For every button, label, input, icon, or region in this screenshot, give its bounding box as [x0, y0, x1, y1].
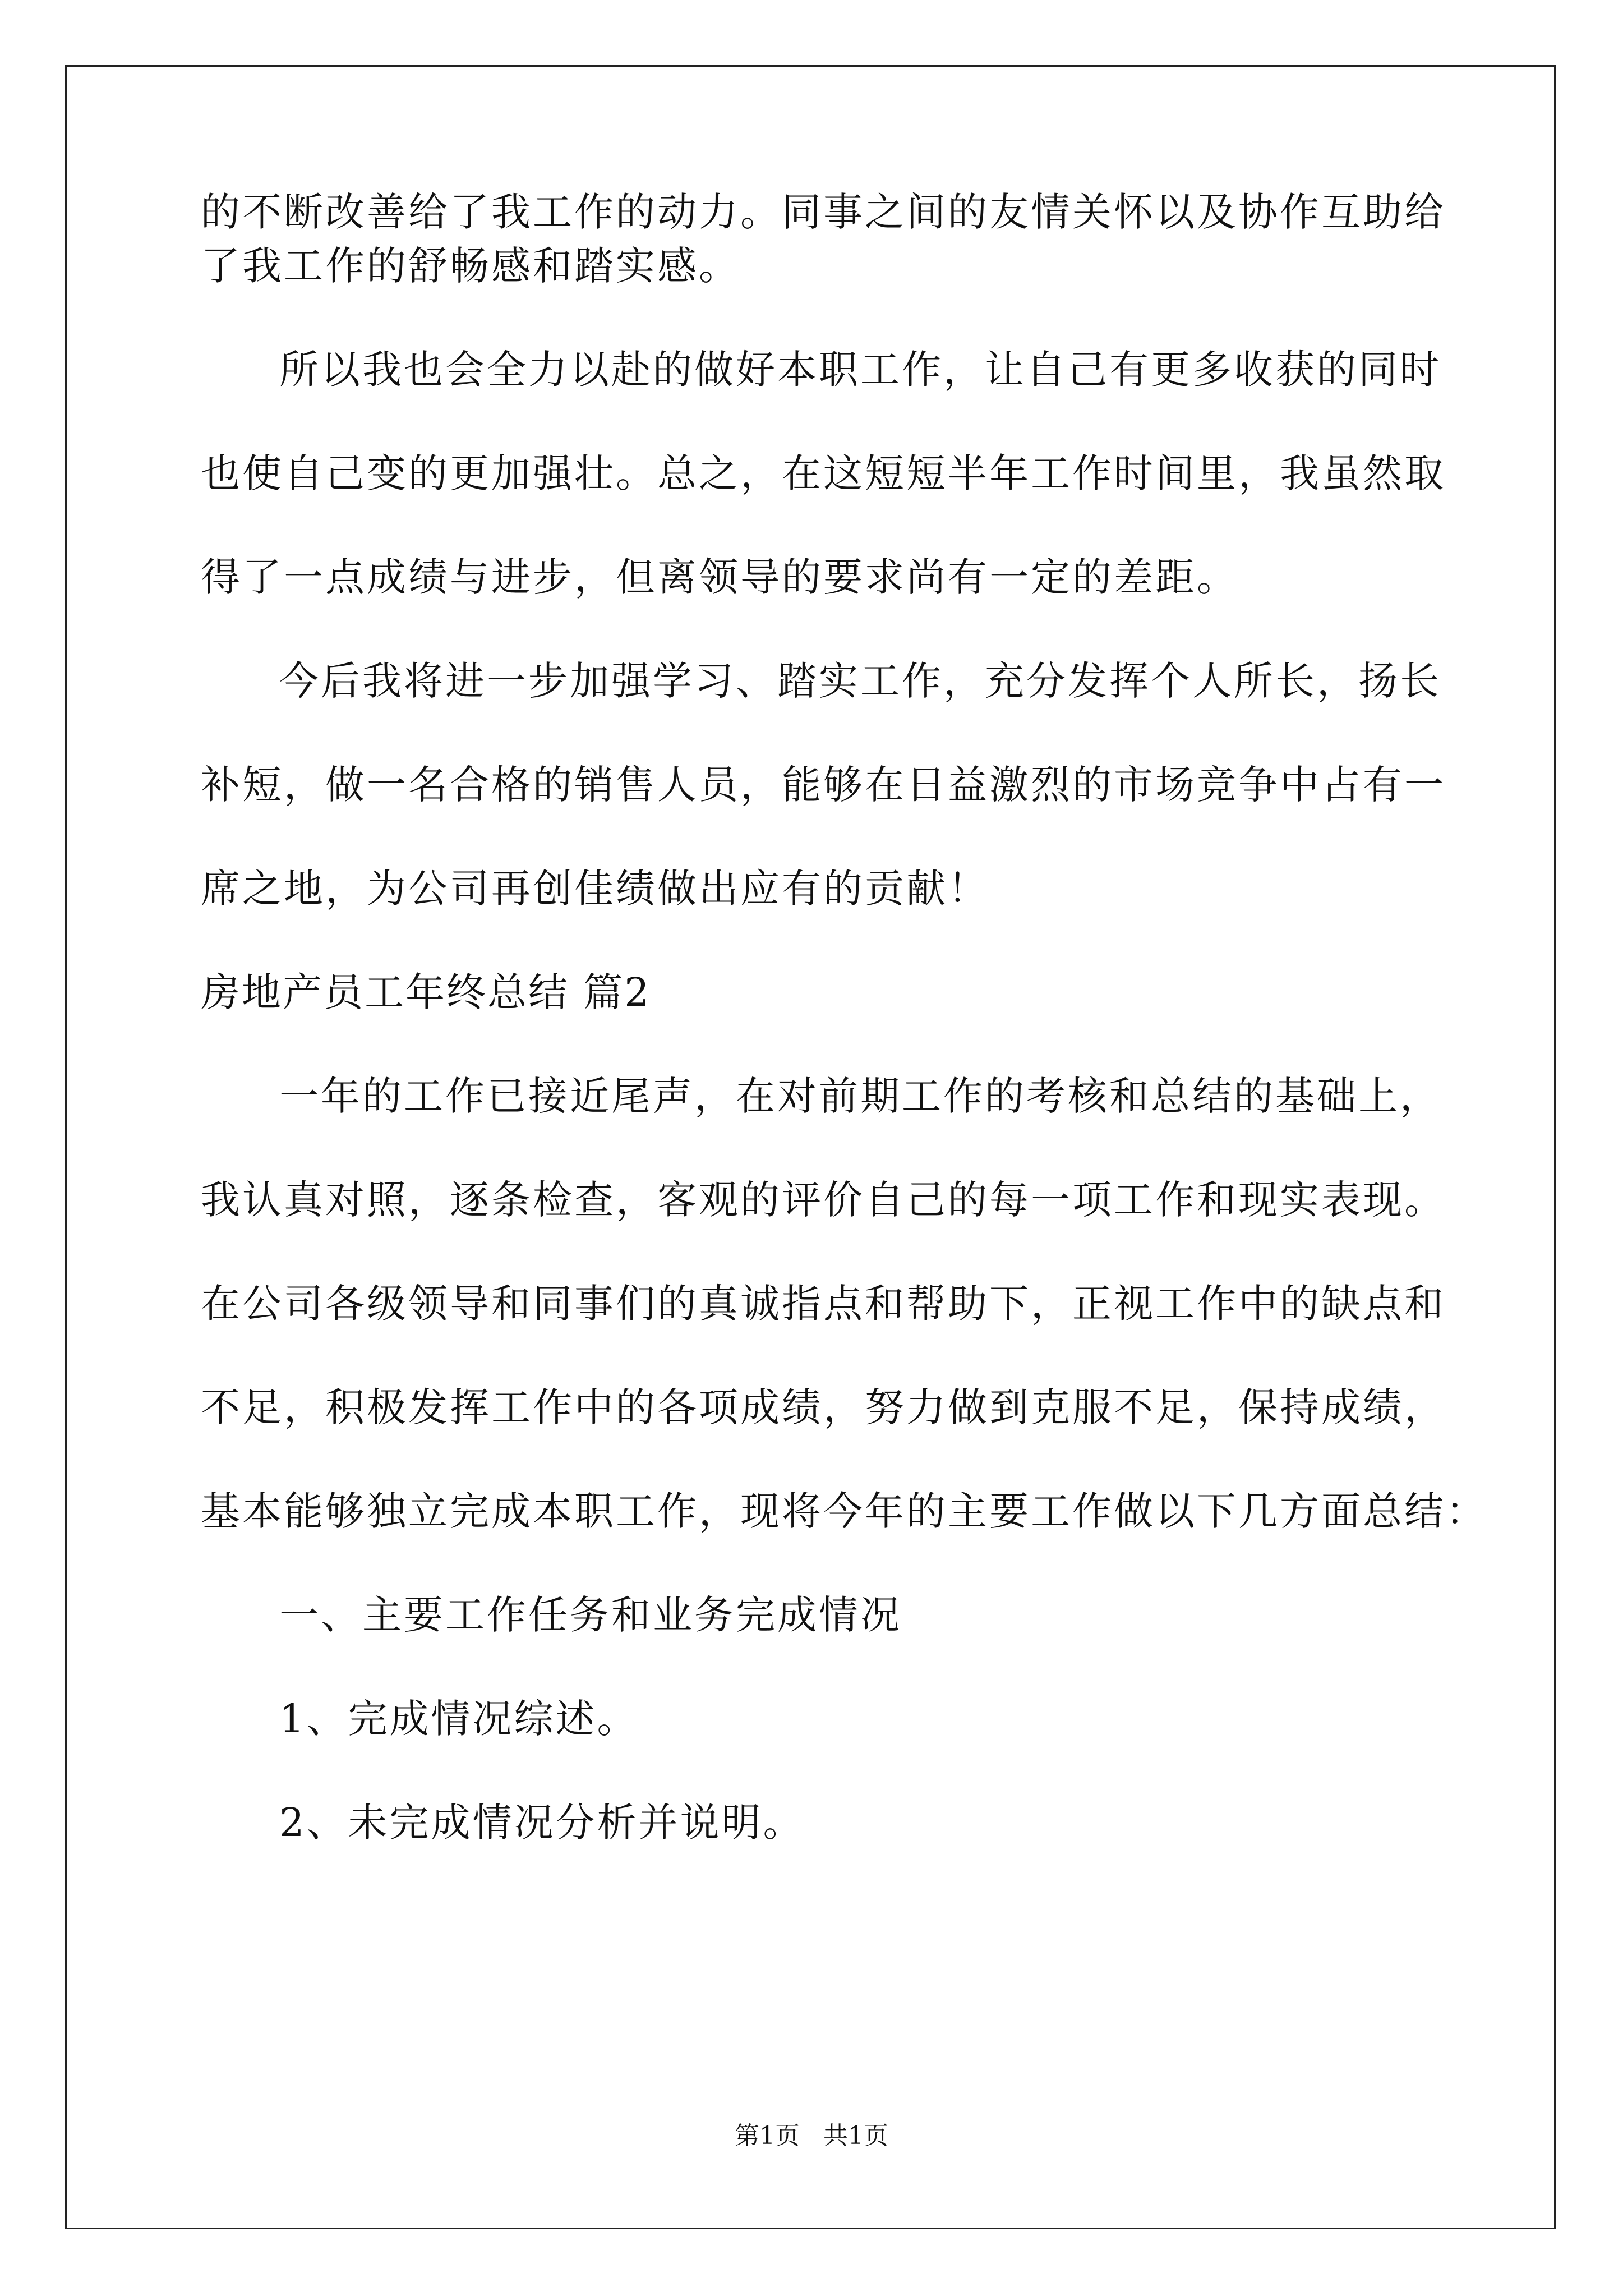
- text-line: 不足，积极发挥工作中的各项成绩，努力做到克服不足，保持成绩，: [201, 1384, 1446, 1430]
- list-item: 1、完成情况综述。: [279, 1696, 639, 1742]
- text-line: 了我工作的舒畅感和踏实感。: [201, 243, 740, 289]
- text-line: 在公司各级领导和同事们的真诚指点和帮助下，正视工作中的缺点和: [201, 1281, 1446, 1327]
- section-heading: 房地产员工年终总结 篇2: [201, 969, 651, 1015]
- text-line: 今后我将进一步加强学习、踏实工作，充分发挥个人所长，扬长: [279, 658, 1441, 704]
- page-number: 第1页: [735, 2122, 800, 2150]
- list-item: 2、未完成情况分析并说明。: [279, 1800, 805, 1846]
- subsection-heading: 一、主要工作任务和业务完成情况: [279, 1592, 902, 1638]
- text-line: 得了一点成绩与进步，但离领导的要求尚有一定的差距。: [201, 554, 1238, 600]
- text-line: 补短，做一名合格的销售人员，能够在日益激烈的市场竞争中占有一: [201, 762, 1446, 808]
- text-line: 所以我也会全力以赴的做好本职工作，让自己有更多收获的同时: [279, 347, 1441, 393]
- document-body: [201, 185, 1487, 1849]
- page-footer: [0, 2119, 1623, 2153]
- text-line: 的不断改善给了我工作的动力。同事之间的友情关怀以及协作互助给: [201, 189, 1446, 235]
- page-total: 共1页: [823, 2122, 888, 2150]
- text-line: 我认真对照，逐条检查，客观的评价自己的每一项工作和现实表现。: [201, 1177, 1446, 1223]
- text-line: 也使自己变的更加强壮。总之，在这短短半年工作时间里，我虽然取: [201, 450, 1446, 496]
- text-line: 一年的工作已接近尾声，在对前期工作的考核和总结的基础上，: [279, 1073, 1441, 1119]
- text-line: 基本能够独立完成本职工作，现将今年的主要工作做以下几方面总结：: [201, 1488, 1487, 1534]
- text-line: 席之地，为公司再创佳绩做出应有的贡献！: [201, 866, 989, 912]
